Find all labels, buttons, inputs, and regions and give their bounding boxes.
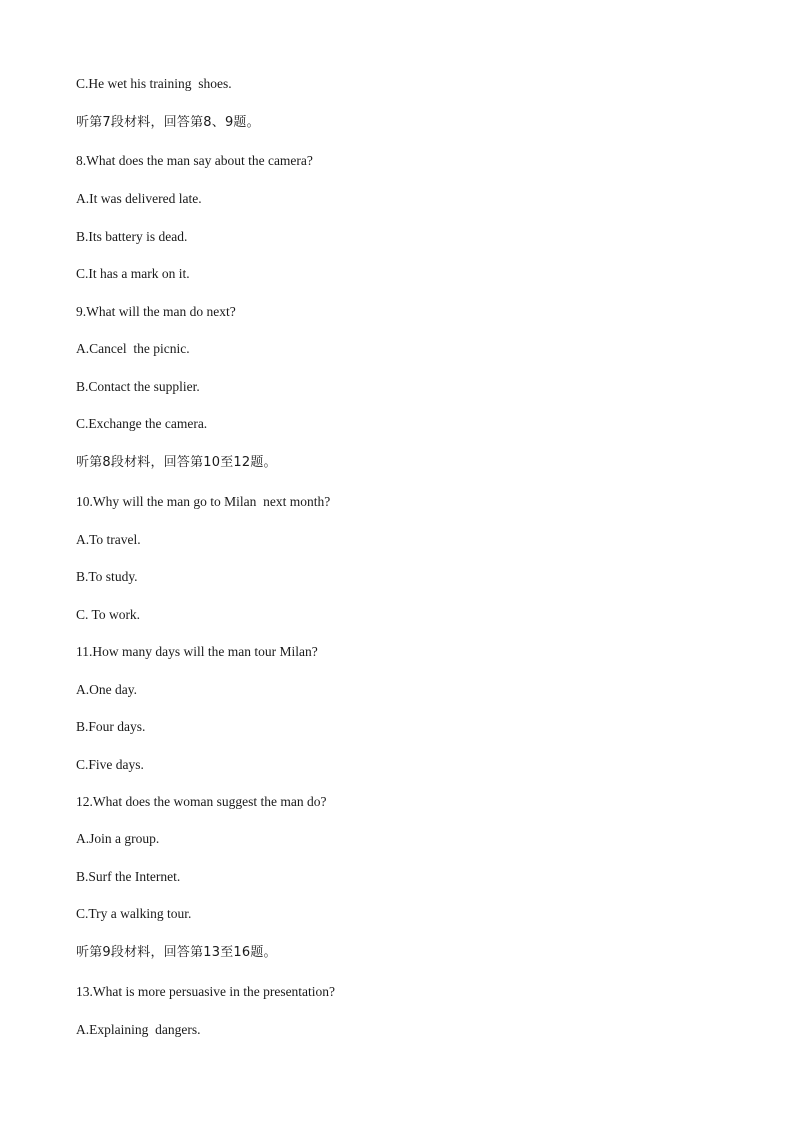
option-9b: B.Contact the supplier. [76, 379, 200, 394]
question-10: 10.Why will the man go to Milan next month? [76, 494, 331, 509]
option-11c: C.Five days. [76, 757, 144, 772]
option-9a: A.Cancel the picnic. [76, 341, 190, 356]
option-13a: A.Explaining dangers. [76, 1022, 201, 1037]
option-11b: B.Four days. [76, 719, 146, 734]
section-heading-8: 听第8段材料，回答第10至12题。 [76, 455, 277, 470]
option-10c: C. To work. [76, 607, 141, 622]
option-12c: C.Try a walking tour. [76, 906, 192, 921]
option-8b: B.Its battery is dead. [76, 229, 188, 244]
option-7c: C.He wet his training shoes. [76, 76, 232, 91]
question-9: 9.What will the man do next? [76, 304, 236, 319]
question-11: 11.How many days will the man tour Milan? [76, 644, 318, 659]
option-12b: B.Surf the Internet. [76, 869, 181, 884]
option-12a: A.Join a group. [76, 831, 160, 846]
option-8a: A.It was delivered late. [76, 191, 202, 206]
question-13: 13.What is more persuasive in the presentation? [76, 984, 336, 999]
option-11a: A.One day. [76, 682, 137, 697]
option-8c: C.It has a mark on it. [76, 266, 190, 281]
question-8: 8.What does the man say about the camera? [76, 153, 313, 168]
option-10b: B.To study. [76, 569, 138, 584]
question-12: 12.What does the woman suggest the man do? [76, 794, 327, 809]
option-10a: A.To travel. [76, 532, 141, 547]
section-heading-9: 听第9段材料，回答第13至16题。 [76, 945, 277, 960]
section-heading-7: 听第7段材料，回答第8、9题。 [76, 115, 260, 130]
option-9c: C.Exchange the camera. [76, 416, 208, 431]
